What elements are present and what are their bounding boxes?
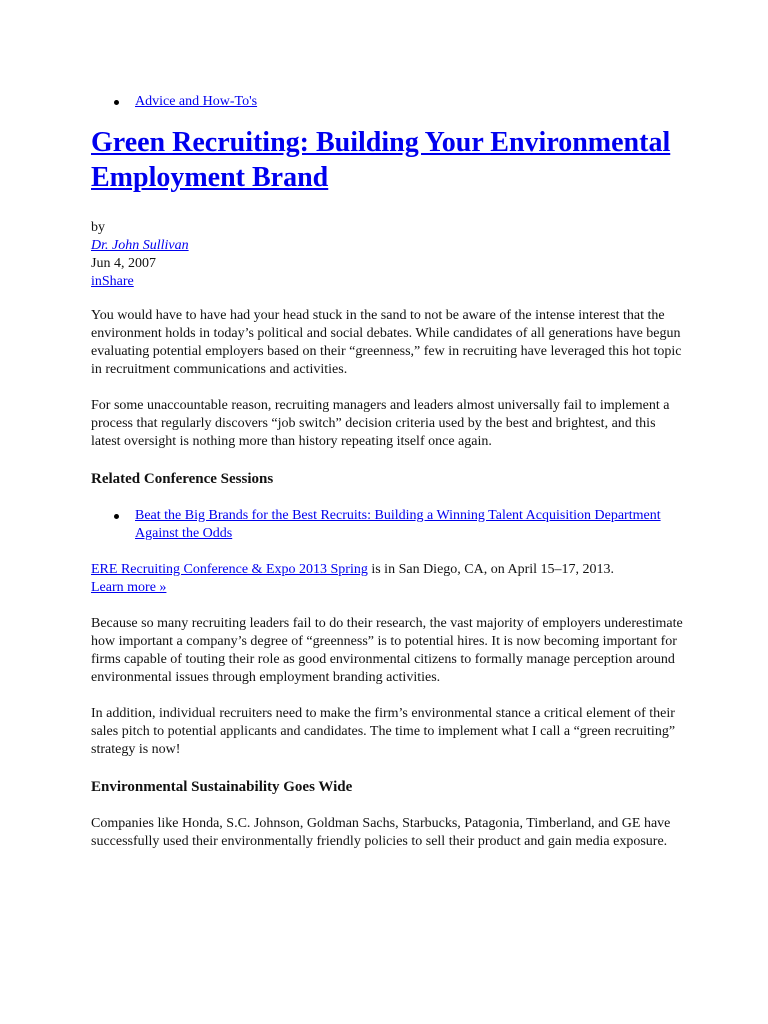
related-sessions-list [91,507,688,543]
category-link[interactable]: Advice and How-To's [135,94,258,109]
article-title [91,125,688,195]
by-label: by [91,220,105,235]
paragraph-5: Companies like Honda, S.C. Johnson, Goldman Sachs, Starbucks, Patagonia, Timberland, and GE have successfully used their environmentally friendly policies to sell their product and gain media exposure. [91,816,671,849]
article-title-link[interactable]: Green Recruiting: Building Your Environmental Employment Brand [91,127,671,193]
paragraph-1: You would have to have had your head stuck in the sand to not be aware of the intense interest that the environment holds in today’s political and social debates. While candidates of all generations have begun evaluating potential employers based on their “greenness,” few in recruiting have leveraged this hot topic in recruitment communications and activities. [91,308,682,377]
related-session-item [91,507,688,543]
related-session-link[interactable]: Beat the Big Brands for the Best Recruits: Building a Winning Talent Acquisition Department Against the Odds [135,508,661,541]
learn-more-link[interactable]: Learn more » [91,580,167,595]
related-sessions-heading: Related Conference Sessions [91,471,274,487]
paragraph-4: In addition, individual recruiters need to make the firm’s environmental stance a critical element of their sales pitch to potential applicants and candidates. The time to implement what I call a “green recruiting” strategy is now! [91,706,676,757]
byline [91,219,688,291]
conference-info [91,561,688,597]
paragraph-3: Because so many recruiting leaders fail to do their research, the vast majority of employers underestimate how important a company’s degree of “greenness” is to potential hires. It is now becoming important for firms capable of touting their role as good environmental citizens to formally manage perception around environmental issues through employment branding activities. [91,616,683,685]
paragraph-2: For some unaccountable reason, recruiting managers and leaders almost universally fail to implement a process that regularly discovers “job switch” decision criteria used by the best and brightest, and this latest oversight is nothing more than history repeating itself once again. [91,398,670,449]
category-item [91,93,688,111]
conference-text: is in San Diego, CA, on April 15–17, 2013. [367,562,615,577]
category-list [91,93,688,111]
author-link[interactable]: Dr. John Sullivan [91,238,189,253]
publish-date: Jun 4, 2007 [91,256,156,271]
linkedin-share-link[interactable]: inShare [91,274,134,289]
section-heading-sustainability: Environmental Sustainability Goes Wide [91,779,353,795]
conference-link[interactable]: ERE Recruiting Conference & Expo 2013 Spring [91,562,368,577]
